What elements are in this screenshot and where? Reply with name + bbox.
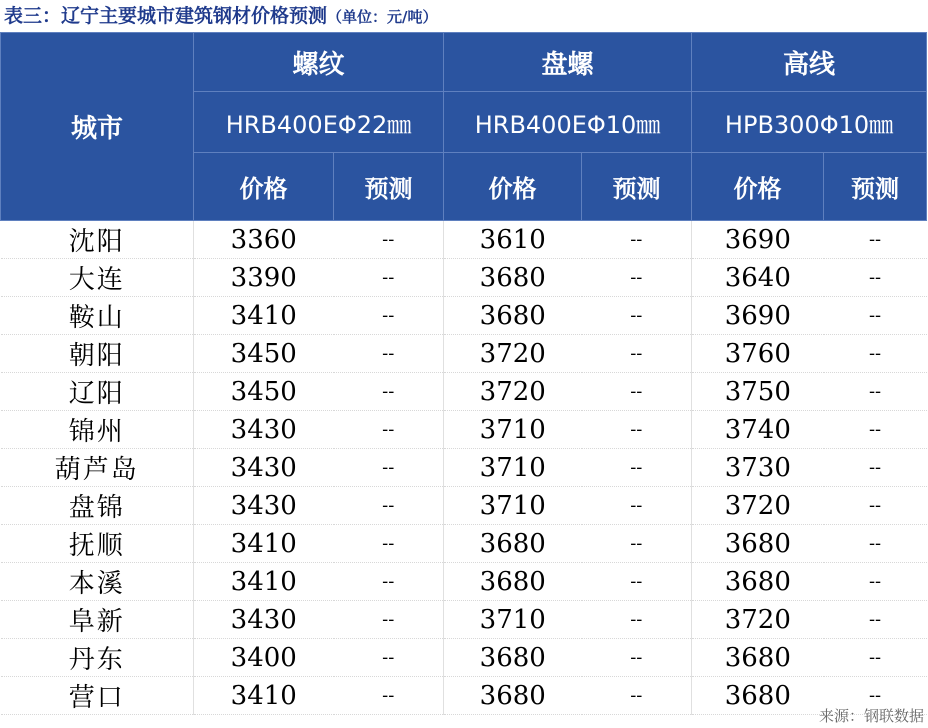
- header-forecast: 预测: [582, 153, 692, 221]
- price-cell: 3750: [692, 373, 824, 411]
- forecast-cell: --: [334, 563, 444, 601]
- price-cell: 3680: [692, 639, 824, 677]
- title-main: 表三：辽宁主要城市建筑钢材价格预测: [4, 5, 328, 27]
- price-cell: 3740: [692, 411, 824, 449]
- price-table: [0, 32, 927, 715]
- table-row: [1, 563, 927, 601]
- forecast-cell: --: [582, 335, 692, 373]
- city-name: 沈阳: [1, 221, 194, 259]
- city-name: 朝阳: [1, 335, 194, 373]
- page-title: [4, 2, 438, 30]
- forecast-cell: --: [334, 335, 444, 373]
- price-cell: 3430: [194, 601, 334, 639]
- price-cell: 3410: [194, 525, 334, 563]
- forecast-cell: --: [824, 525, 927, 563]
- forecast-cell: --: [334, 259, 444, 297]
- table-row: [1, 639, 927, 677]
- header-spec-rebar: HRB400EΦ22㎜: [194, 92, 444, 153]
- header-spec-coil: HRB400EΦ10㎜: [444, 92, 692, 153]
- forecast-cell: --: [582, 563, 692, 601]
- header-city: 城市: [1, 33, 194, 221]
- header-price: 价格: [444, 153, 582, 221]
- price-cell: 3690: [692, 221, 824, 259]
- forecast-cell: --: [824, 449, 927, 487]
- city-name: 锦州: [1, 411, 194, 449]
- forecast-cell: --: [582, 487, 692, 525]
- price-cell: 3680: [444, 297, 582, 335]
- price-cell: 3680: [444, 259, 582, 297]
- price-cell: 3410: [194, 297, 334, 335]
- price-cell: 3390: [194, 259, 334, 297]
- price-cell: 3730: [692, 449, 824, 487]
- forecast-cell: --: [824, 677, 927, 715]
- forecast-cell: --: [582, 677, 692, 715]
- price-cell: 3410: [194, 563, 334, 601]
- price-cell: 3680: [692, 677, 824, 715]
- price-cell: 3680: [444, 563, 582, 601]
- forecast-cell: --: [824, 487, 927, 525]
- city-name: 本溪: [1, 563, 194, 601]
- header-product-rebar: 螺纹: [194, 33, 444, 92]
- forecast-cell: --: [334, 487, 444, 525]
- forecast-cell: --: [334, 525, 444, 563]
- header-product-coil: 盘螺: [444, 33, 692, 92]
- forecast-cell: --: [824, 563, 927, 601]
- price-cell: 3400: [194, 639, 334, 677]
- forecast-cell: --: [582, 525, 692, 563]
- forecast-cell: --: [824, 297, 927, 335]
- price-cell: 3710: [444, 601, 582, 639]
- table-row: [1, 297, 927, 335]
- price-cell: 3430: [194, 449, 334, 487]
- city-name: 丹东: [1, 639, 194, 677]
- table-row: [1, 411, 927, 449]
- source-note: 来源：钢联数据: [818, 707, 924, 725]
- forecast-cell: --: [334, 411, 444, 449]
- table-row: [1, 525, 927, 563]
- forecast-cell: --: [582, 411, 692, 449]
- price-cell: 3710: [444, 411, 582, 449]
- city-name: 阜新: [1, 601, 194, 639]
- forecast-cell: --: [334, 449, 444, 487]
- forecast-cell: --: [824, 335, 927, 373]
- city-name: 抚顺: [1, 525, 194, 563]
- price-cell: 3430: [194, 411, 334, 449]
- table-row: [1, 373, 927, 411]
- price-cell: 3360: [194, 221, 334, 259]
- forecast-cell: --: [824, 373, 927, 411]
- city-name: 大连: [1, 259, 194, 297]
- price-cell: 3690: [692, 297, 824, 335]
- city-name: 鞍山: [1, 297, 194, 335]
- forecast-cell: --: [824, 601, 927, 639]
- title-unit: （单位：元/吨）: [327, 8, 438, 26]
- city-name: 盘锦: [1, 487, 194, 525]
- table-header: [1, 33, 927, 221]
- header-forecast: 预测: [334, 153, 444, 221]
- price-cell: 3710: [444, 487, 582, 525]
- forecast-cell: --: [582, 601, 692, 639]
- price-cell: 3680: [444, 677, 582, 715]
- price-cell: 3720: [692, 487, 824, 525]
- table-row: [1, 449, 927, 487]
- price-cell: 3450: [194, 335, 334, 373]
- table-row: [1, 335, 927, 373]
- forecast-cell: --: [582, 221, 692, 259]
- price-cell: 3610: [444, 221, 582, 259]
- forecast-cell: --: [582, 297, 692, 335]
- table-body: [1, 221, 927, 715]
- table-row: [1, 601, 927, 639]
- table-row: [1, 677, 927, 715]
- price-cell: 3680: [692, 563, 824, 601]
- forecast-cell: --: [824, 221, 927, 259]
- price-cell: 3720: [692, 601, 824, 639]
- price-cell: 3720: [444, 335, 582, 373]
- header-forecast: 预测: [824, 153, 927, 221]
- forecast-cell: --: [582, 373, 692, 411]
- city-name: 营口: [1, 677, 194, 715]
- city-name: 辽阳: [1, 373, 194, 411]
- forecast-cell: --: [824, 639, 927, 677]
- price-cell: 3720: [444, 373, 582, 411]
- forecast-cell: --: [334, 221, 444, 259]
- forecast-cell: --: [824, 259, 927, 297]
- price-cell: 3430: [194, 487, 334, 525]
- price-cell: 3680: [444, 639, 582, 677]
- table-row: [1, 221, 927, 259]
- price-cell: 3680: [692, 525, 824, 563]
- forecast-cell: --: [334, 297, 444, 335]
- forecast-cell: --: [334, 373, 444, 411]
- forecast-cell: --: [582, 449, 692, 487]
- forecast-cell: --: [824, 411, 927, 449]
- city-name: 葫芦岛: [1, 449, 194, 487]
- price-cell: 3410: [194, 677, 334, 715]
- header-product-wire: 高线: [692, 33, 927, 92]
- forecast-cell: --: [582, 639, 692, 677]
- forecast-cell: --: [582, 259, 692, 297]
- table-row: [1, 487, 927, 525]
- price-cell: 3450: [194, 373, 334, 411]
- forecast-cell: --: [334, 601, 444, 639]
- price-cell: 3640: [692, 259, 824, 297]
- price-cell: 3710: [444, 449, 582, 487]
- header-spec-wire: HPB300Φ10㎜: [692, 92, 927, 153]
- price-cell: 3680: [444, 525, 582, 563]
- price-cell: 3760: [692, 335, 824, 373]
- header-price: 价格: [692, 153, 824, 221]
- table-row: [1, 259, 927, 297]
- forecast-cell: --: [334, 677, 444, 715]
- header-price: 价格: [194, 153, 334, 221]
- forecast-cell: --: [334, 639, 444, 677]
